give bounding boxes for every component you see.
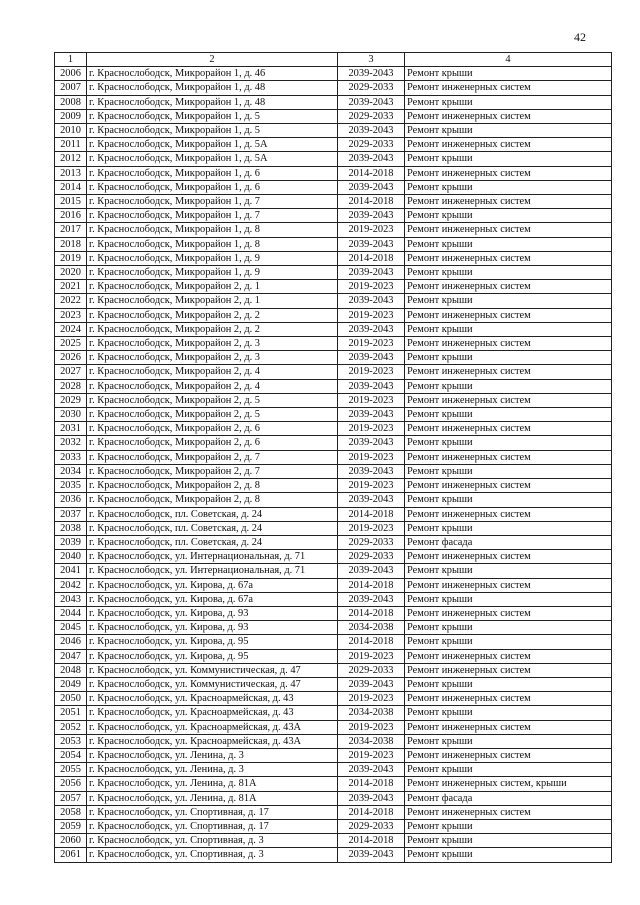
work-type-cell: Ремонт крыши [405,734,612,748]
address-cell: г. Краснослободск, ул. Спортивная, д. 17 [87,805,338,819]
work-type-cell: Ремонт крыши [405,706,612,720]
work-type-cell: Ремонт инженерных систем [405,393,612,407]
period-cell: 2014-2018 [338,805,405,819]
table-row [55,550,612,564]
table-row [55,819,612,833]
address-cell: г. Краснослободск, Микрорайон 2, д. 5 [87,408,338,422]
work-type-cell: Ремонт инженерных систем [405,805,612,819]
table-row [55,138,612,152]
row-number: 2030 [55,408,87,422]
address-cell: г. Краснослободск, Микрорайон 1, д. 48 [87,95,338,109]
row-number: 2047 [55,649,87,663]
table-row [55,578,612,592]
address-cell: г. Краснослободск, Микрорайон 1, д. 9 [87,251,338,265]
table-row [55,209,612,223]
row-number: 2042 [55,578,87,592]
work-type-cell: Ремонт крыши [405,294,612,308]
row-number: 2046 [55,635,87,649]
table-row [55,337,612,351]
row-number: 2034 [55,464,87,478]
address-cell: г. Краснослободск, ул. Кирова, д. 93 [87,621,338,635]
work-type-cell: Ремонт инженерных систем [405,166,612,180]
period-cell: 2019-2023 [338,720,405,734]
address-cell: г. Краснослободск, пл. Советская, д. 24 [87,535,338,549]
row-number: 2020 [55,266,87,280]
work-type-cell: Ремонт инженерных систем [405,578,612,592]
work-type-cell: Ремонт крыши [405,592,612,606]
row-number: 2036 [55,493,87,507]
period-cell: 2014-2018 [338,578,405,592]
table-body [55,67,612,862]
period-cell: 2029-2033 [338,535,405,549]
work-type-cell: Ремонт инженерных систем, крыши [405,777,612,791]
address-cell: г. Краснослободск, ул. Спортивная, д. 17 [87,819,338,833]
table-row [55,237,612,251]
address-cell: г. Краснослободск, Микрорайон 1, д. 5 [87,109,338,123]
row-number: 2043 [55,592,87,606]
work-type-cell: Ремонт крыши [405,209,612,223]
row-number: 2022 [55,294,87,308]
table-row [55,777,612,791]
period-cell: 2039-2043 [338,677,405,691]
address-cell: г. Краснослободск, Микрорайон 2, д. 3 [87,351,338,365]
work-type-cell: Ремонт инженерных систем [405,720,612,734]
address-cell: г. Краснослободск, ул. Кирова, д. 95 [87,635,338,649]
row-number: 2041 [55,564,87,578]
period-cell: 2029-2033 [338,663,405,677]
period-cell: 2039-2043 [338,408,405,422]
header-col-address: 2 [87,53,338,67]
period-cell: 2039-2043 [338,95,405,109]
address-cell: г. Краснослободск, Микрорайон 1, д. 5А [87,138,338,152]
table-row [55,564,612,578]
table-row [55,763,612,777]
table-row [55,379,612,393]
address-cell: г. Краснослободск, ул. Интернациональная, д. 71 [87,550,338,564]
period-cell: 2019-2023 [338,649,405,663]
period-cell: 2039-2043 [338,266,405,280]
period-cell: 2039-2043 [338,67,405,81]
address-cell: г. Краснослободск, Микрорайон 1, д. 46 [87,67,338,81]
period-cell: 2019-2023 [338,450,405,464]
work-type-cell: Ремонт крыши [405,635,612,649]
period-cell: 2034-2038 [338,706,405,720]
work-type-cell: Ремонт крыши [405,379,612,393]
address-cell: г. Краснослободск, ул. Красноармейская, д. 43 [87,706,338,720]
address-cell: г. Краснослободск, ул. Ленина, д. 81А [87,791,338,805]
work-type-cell: Ремонт инженерных систем [405,550,612,564]
period-cell: 2014-2018 [338,166,405,180]
address-cell: г. Краснослободск, Микрорайон 2, д. 8 [87,479,338,493]
address-cell: г. Краснослободск, Микрорайон 1, д. 8 [87,223,338,237]
work-type-cell: Ремонт крыши [405,564,612,578]
row-number: 2007 [55,81,87,95]
row-number: 2028 [55,379,87,393]
work-type-cell: Ремонт инженерных систем [405,337,612,351]
address-cell: г. Краснослободск, ул. Спортивная, д. 3 [87,834,338,848]
work-type-cell: Ремонт инженерных систем [405,649,612,663]
address-cell: г. Краснослободск, Микрорайон 2, д. 5 [87,393,338,407]
work-type-cell: Ремонт крыши [405,521,612,535]
row-number: 2056 [55,777,87,791]
work-type-cell: Ремонт крыши [405,237,612,251]
period-cell: 2039-2043 [338,237,405,251]
period-cell: 2014-2018 [338,635,405,649]
work-type-cell: Ремонт крыши [405,677,612,691]
table-row [55,393,612,407]
table-row [55,621,612,635]
address-cell: г. Краснослободск, ул. Кирова, д. 93 [87,606,338,620]
period-cell: 2039-2043 [338,436,405,450]
table-row [55,606,612,620]
address-cell: г. Краснослободск, пл. Советская, д. 24 [87,507,338,521]
address-cell: г. Краснослободск, Микрорайон 1, д. 8 [87,237,338,251]
row-number: 2045 [55,621,87,635]
table-row [55,81,612,95]
table-row [55,351,612,365]
row-number: 2010 [55,124,87,138]
row-number: 2025 [55,337,87,351]
period-cell: 2039-2043 [338,848,405,862]
table-row [55,195,612,209]
table-row [55,834,612,848]
period-cell: 2039-2043 [338,294,405,308]
table-row [55,592,612,606]
row-number: 2058 [55,805,87,819]
table-row [55,308,612,322]
work-type-cell: Ремонт инженерных систем [405,663,612,677]
table-row [55,720,612,734]
table-row [55,223,612,237]
period-cell: 2019-2023 [338,692,405,706]
table-row [55,280,612,294]
period-cell: 2014-2018 [338,251,405,265]
period-cell: 2019-2023 [338,308,405,322]
row-number: 2033 [55,450,87,464]
table-row [55,521,612,535]
address-cell: г. Краснослободск, ул. Ленина, д. 81А [87,777,338,791]
table-row [55,493,612,507]
table-row [55,166,612,180]
table-row [55,791,612,805]
address-cell: г. Краснослободск, Микрорайон 2, д. 7 [87,450,338,464]
period-cell: 2039-2043 [338,592,405,606]
row-number: 2015 [55,195,87,209]
address-cell: г. Краснослободск, пл. Советская, д. 24 [87,521,338,535]
period-cell: 2039-2043 [338,152,405,166]
work-type-cell: Ремонт крыши [405,848,612,862]
table-row [55,507,612,521]
period-cell: 2039-2043 [338,763,405,777]
row-number: 2039 [55,535,87,549]
table-row [55,479,612,493]
table-row [55,692,612,706]
address-cell: г. Краснослободск, ул. Интернациональная, д. 71 [87,564,338,578]
row-number: 2040 [55,550,87,564]
header-col-work-type: 4 [405,53,612,67]
row-number: 2055 [55,763,87,777]
header-col-period: 3 [338,53,405,67]
period-cell: 2039-2043 [338,209,405,223]
row-number: 2021 [55,280,87,294]
address-cell: г. Краснослободск, Микрорайон 2, д. 6 [87,436,338,450]
work-type-cell: Ремонт инженерных систем [405,251,612,265]
address-cell: г. Краснослободск, Микрорайон 2, д. 4 [87,379,338,393]
table-row [55,294,612,308]
work-type-cell: Ремонт инженерных систем [405,308,612,322]
work-type-cell: Ремонт крыши [405,67,612,81]
period-cell: 2039-2043 [338,791,405,805]
work-type-cell: Ремонт инженерных систем [405,365,612,379]
address-cell: г. Краснослободск, ул. Ленина, д. 3 [87,763,338,777]
table-row [55,365,612,379]
table-row [55,322,612,336]
period-cell: 2034-2038 [338,734,405,748]
period-cell: 2039-2043 [338,351,405,365]
period-cell: 2014-2018 [338,606,405,620]
table-row [55,67,612,81]
row-number: 2053 [55,734,87,748]
table-row [55,450,612,464]
period-cell: 2019-2023 [338,422,405,436]
work-type-cell: Ремонт инженерных систем [405,450,612,464]
period-cell: 2019-2023 [338,479,405,493]
row-number: 2049 [55,677,87,691]
row-number: 2026 [55,351,87,365]
row-number: 2017 [55,223,87,237]
address-cell: г. Краснослободск, ул. Спортивная, д. 3 [87,848,338,862]
table-row [55,734,612,748]
period-cell: 2039-2043 [338,464,405,478]
address-cell: г. Краснослободск, ул. Коммунистическая, д. 47 [87,677,338,691]
address-cell: г. Краснослободск, Микрорайон 1, д. 6 [87,180,338,194]
work-type-cell: Ремонт крыши [405,95,612,109]
work-type-cell: Ремонт крыши [405,834,612,848]
address-cell: г. Краснослободск, Микрорайон 1, д. 7 [87,195,338,209]
work-type-cell: Ремонт инженерных систем [405,109,612,123]
row-number: 2009 [55,109,87,123]
address-cell: г. Краснослободск, Микрорайон 1, д. 5 [87,124,338,138]
table-row [55,266,612,280]
row-number: 2012 [55,152,87,166]
work-type-cell: Ремонт крыши [405,351,612,365]
row-number: 2011 [55,138,87,152]
work-type-cell: Ремонт крыши [405,322,612,336]
work-type-cell: Ремонт фасада [405,791,612,805]
row-number: 2018 [55,237,87,251]
table-row [55,535,612,549]
row-number: 2051 [55,706,87,720]
work-type-cell: Ремонт инженерных систем [405,692,612,706]
period-cell: 2014-2018 [338,777,405,791]
table-row [55,663,612,677]
period-cell: 2014-2018 [338,507,405,521]
row-number: 2060 [55,834,87,848]
address-cell: г. Краснослободск, ул. Ленина, д. 3 [87,748,338,762]
work-type-cell: Ремонт инженерных систем [405,479,612,493]
row-number: 2019 [55,251,87,265]
table-row [55,408,612,422]
period-cell: 2019-2023 [338,337,405,351]
row-number: 2059 [55,819,87,833]
period-cell: 2019-2023 [338,393,405,407]
row-number: 2057 [55,791,87,805]
period-cell: 2039-2043 [338,564,405,578]
row-number: 2016 [55,209,87,223]
table-row [55,109,612,123]
table-row [55,649,612,663]
period-cell: 2019-2023 [338,521,405,535]
address-cell: г. Краснослободск, Микрорайон 2, д. 2 [87,322,338,336]
period-cell: 2029-2033 [338,81,405,95]
row-number: 2038 [55,521,87,535]
table-row [55,180,612,194]
period-cell: 2029-2033 [338,138,405,152]
address-cell: г. Краснослободск, ул. Коммунистическая, д. 47 [87,663,338,677]
table-row [55,635,612,649]
header-row [55,53,612,67]
row-number: 2032 [55,436,87,450]
address-cell: г. Краснослободск, Микрорайон 2, д. 1 [87,294,338,308]
address-cell: г. Краснослободск, Микрорайон 2, д. 6 [87,422,338,436]
address-cell: г. Краснослободск, Микрорайон 1, д. 6 [87,166,338,180]
work-type-cell: Ремонт инженерных систем [405,422,612,436]
table-row [55,251,612,265]
address-cell: г. Краснослободск, ул. Красноармейская, д. 43А [87,720,338,734]
work-type-cell: Ремонт крыши [405,763,612,777]
period-cell: 2019-2023 [338,365,405,379]
address-cell: г. Краснослободск, ул. Красноармейская, д. 43А [87,734,338,748]
period-cell: 2039-2043 [338,493,405,507]
work-type-cell: Ремонт фасада [405,535,612,549]
table-row [55,95,612,109]
period-cell: 2039-2043 [338,322,405,336]
table-row [55,464,612,478]
table-row [55,748,612,762]
page-number: 42 [574,30,586,44]
work-type-cell: Ремонт инженерных систем [405,81,612,95]
work-type-cell: Ремонт крыши [405,152,612,166]
address-cell: г. Краснослободск, Микрорайон 1, д. 48 [87,81,338,95]
work-type-cell: Ремонт инженерных систем [405,138,612,152]
row-number: 2013 [55,166,87,180]
row-number: 2061 [55,848,87,862]
row-number: 2052 [55,720,87,734]
address-cell: г. Краснослободск, Микрорайон 1, д. 9 [87,266,338,280]
work-type-cell: Ремонт крыши [405,819,612,833]
table-row [55,848,612,862]
address-cell: г. Краснослободск, Микрорайон 2, д. 8 [87,493,338,507]
period-cell: 2029-2033 [338,819,405,833]
work-type-cell: Ремонт крыши [405,436,612,450]
address-cell: г. Краснослободск, Микрорайон 2, д. 1 [87,280,338,294]
table-row [55,706,612,720]
work-type-cell: Ремонт инженерных систем [405,507,612,521]
header-col-number: 1 [55,53,87,67]
work-type-cell: Ремонт крыши [405,180,612,194]
work-type-cell: Ремонт инженерных систем [405,280,612,294]
period-cell: 2029-2033 [338,550,405,564]
row-number: 2048 [55,663,87,677]
work-type-cell: Ремонт инженерных систем [405,195,612,209]
period-cell: 2029-2033 [338,109,405,123]
period-cell: 2019-2023 [338,280,405,294]
period-cell: 2014-2018 [338,195,405,209]
table-row [55,124,612,138]
period-cell: 2039-2043 [338,379,405,393]
address-cell: г. Краснослободск, Микрорайон 2, д. 3 [87,337,338,351]
row-number: 2027 [55,365,87,379]
row-number: 2031 [55,422,87,436]
table-row [55,422,612,436]
work-type-cell: Ремонт крыши [405,124,612,138]
address-cell: г. Краснослободск, Микрорайон 1, д. 7 [87,209,338,223]
row-number: 2037 [55,507,87,521]
address-cell: г. Краснослободск, ул. Красноармейская, д. 43 [87,692,338,706]
table-row [55,805,612,819]
address-cell: г. Краснослободск, Микрорайон 2, д. 7 [87,464,338,478]
repair-schedule-table [54,52,612,863]
row-number: 2029 [55,393,87,407]
work-type-cell: Ремонт крыши [405,493,612,507]
period-cell: 2019-2023 [338,223,405,237]
work-type-cell: Ремонт крыши [405,408,612,422]
address-cell: г. Краснослободск, ул. Кирова, д. 95 [87,649,338,663]
address-cell: г. Краснослободск, ул. Кирова, д. 67а [87,592,338,606]
address-cell: г. Краснослободск, Микрорайон 1, д. 5А [87,152,338,166]
period-cell: 2034-2038 [338,621,405,635]
row-number: 2023 [55,308,87,322]
work-type-cell: Ремонт крыши [405,464,612,478]
address-cell: г. Краснослободск, Микрорайон 2, д. 4 [87,365,338,379]
table-row [55,677,612,691]
period-cell: 2039-2043 [338,180,405,194]
row-number: 2044 [55,606,87,620]
address-cell: г. Краснослободск, ул. Кирова, д. 67а [87,578,338,592]
table-row [55,436,612,450]
period-cell: 2039-2043 [338,124,405,138]
work-type-cell: Ремонт инженерных систем [405,748,612,762]
row-number: 2014 [55,180,87,194]
work-type-cell: Ремонт инженерных систем [405,606,612,620]
period-cell: 2014-2018 [338,834,405,848]
row-number: 2024 [55,322,87,336]
table-row [55,152,612,166]
row-number: 2050 [55,692,87,706]
period-cell: 2019-2023 [338,748,405,762]
row-number: 2008 [55,95,87,109]
work-type-cell: Ремонт крыши [405,621,612,635]
row-number: 2006 [55,67,87,81]
address-cell: г. Краснослободск, Микрорайон 2, д. 2 [87,308,338,322]
work-type-cell: Ремонт инженерных систем [405,223,612,237]
row-number: 2054 [55,748,87,762]
work-type-cell: Ремонт крыши [405,266,612,280]
row-number: 2035 [55,479,87,493]
